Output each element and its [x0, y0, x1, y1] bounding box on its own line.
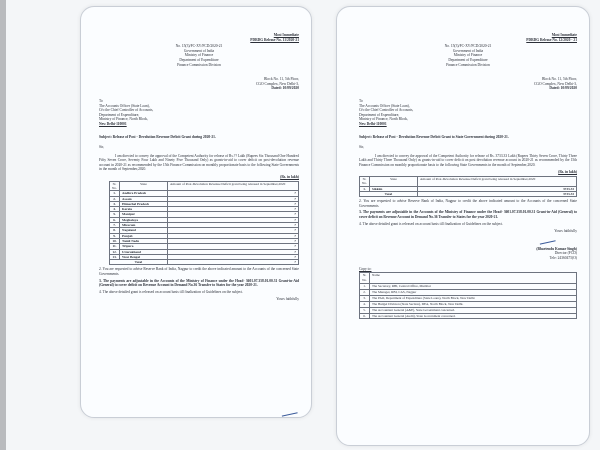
table-total-row [110, 260, 299, 265]
cell: ? [168, 233, 299, 238]
cell: The Accountant General (A&E), State Government concerned. [370, 307, 577, 313]
cell: Himachal Pradesh [120, 201, 168, 206]
cell: 2. [360, 289, 370, 295]
recipient-line: O/o the Chief Controller of Accounts, [99, 108, 154, 113]
cell: 4. [360, 301, 370, 307]
recipient-line: Department of Expenditure, [99, 112, 140, 117]
date-line: Dated: 10/09/2020 [271, 86, 299, 91]
release-number: PDRDG Release No. 11/2020-21 [250, 37, 299, 42]
release-letter-12 [336, 6, 590, 446]
column-header: State [120, 181, 168, 191]
recipient-line: The Accounts Officer (State Loan), [99, 103, 150, 108]
table-header [360, 177, 577, 187]
cell: ? [168, 254, 299, 259]
cell: The PAO, Department of Expenditure (State Loans), North Block, New Delhi [370, 295, 577, 301]
file-number: No. 15(3)/FC-XV/FCD/2020-21 [444, 44, 492, 49]
issuer-line: Department of Expenditure [448, 57, 488, 62]
paragraph-3: 3. The payments are adjustable in the Accounts of the Ministry of Finance under the Head- 3601.07.358.01.00.31 Grant-in-Aid (General) to cover deficit on Revenue Account in Demand No.36 Transfer to States for the year 2020-21. [359, 210, 577, 220]
column-header: Sl. No. [360, 273, 370, 284]
cell: Kerala [120, 207, 168, 212]
cell: ? [168, 212, 299, 217]
paragraph-4: 4. The above detailed grant is released on account basis till finalization of Guidelines on the subject. [359, 221, 504, 226]
issuer-block [99, 44, 299, 67]
column-header: Amount of Post-Devolution Revenue Deficit grant being released in September,2020 [168, 181, 299, 191]
column-header: State [370, 177, 418, 187]
cell: 13. [110, 254, 120, 259]
issuer-line: Ministry of Finance [184, 53, 214, 58]
cell: ? [168, 196, 299, 201]
copy-to-label: Copy to: [359, 266, 372, 271]
closing: Yours faithfully [276, 297, 299, 302]
cell: ? [168, 207, 299, 212]
cell: 1. [360, 186, 370, 191]
cell: 5. [110, 212, 120, 217]
recipient-line: The Accounts Officer (State Loan), [359, 103, 410, 108]
issuer-line: Ministry of Finance [453, 53, 483, 58]
cell: ? [168, 191, 299, 196]
grant-table [109, 181, 299, 266]
cell: Nagaland [120, 228, 168, 233]
total-label: Total [110, 260, 168, 265]
cell: Manipur [120, 212, 168, 217]
cell: 6. [360, 313, 370, 319]
cell: 12. [110, 249, 120, 254]
signatory-name: (Bhartendu Kumar Singh) [536, 246, 577, 251]
address-line: Block No. 11, 5th Floor, [542, 77, 577, 82]
cell: ? [168, 249, 299, 254]
cell: 5. [360, 307, 370, 313]
table-header [360, 273, 577, 284]
cell: Meghalaya [120, 217, 168, 222]
subject-line: Subject: Release of Post - Devolution Revenue Deficit Grant during 2020-21. [99, 134, 216, 139]
recipient-line: Ministry of Finance, North Block, [359, 117, 409, 122]
address-line: Block No. 11, 5th Floor, [264, 77, 299, 82]
issuer-line: Department of Expenditure [179, 57, 219, 62]
cell: West Bengal [120, 254, 168, 259]
subject-line: Subject: Release of Post - Devolution Revenue Deficit Grant to State Government during 2020-21. [359, 134, 509, 139]
cell: 9. [110, 233, 120, 238]
signature-icon [280, 405, 297, 416]
total-value: 3733.33 [418, 191, 577, 196]
recipient-line: New Delhi-110001 [359, 121, 387, 126]
salutation: Sir, [359, 145, 364, 150]
table-header [110, 181, 299, 191]
column-header: Name [370, 273, 577, 284]
cell: 6. [110, 217, 120, 222]
issuer-line: Government of India [452, 48, 484, 53]
cell: 3. [360, 295, 370, 301]
office-address [359, 77, 577, 91]
table-total-row [360, 191, 577, 196]
cell: 2. [110, 196, 120, 201]
paragraph-2: 2. You are requested to advise Reserve Bank of India, Nagpur to credit the above indicated amount to the Accounts of the concerned State Governments. [99, 267, 299, 276]
date-line: Dated: 10/09/2020 [549, 86, 577, 91]
signatory-designation: Director (FCD) [554, 251, 577, 256]
issuer-line: Government of India [183, 48, 215, 53]
cell: 10. [110, 238, 120, 243]
cell: The Accountant General (Audit), State Government concerned. [370, 313, 577, 319]
paragraph-3: 3. The payments are adjustable in the Accounts of the Ministry of Finance under the Head- 3601.07.358.01.00.31 Grant-in-Aid (General) to cover deficit on Revenue Account in Demand No.36 Transfer to States for the year 2020-21. [99, 278, 299, 288]
file-number: No. 15(3)/FC-XV/FCD/2020-21 [175, 44, 223, 49]
cell: The Manager, RBI, CAS, Nagpur [370, 289, 577, 295]
body-paragraph: I am directed to convey the approval of the Competent Authority for release of Rs. 3733.33 Lakh (Rupees Thirty Seven Crore, Thirty Three Lakh and Thirty Three Thousand Only) as grants-in-aid to cover deficit on post devolution revenue account in 2020-21 as recommended by the 15th Finance Commission on monthly proportionate basis to the following State Governments in the month of September,2020. [359, 153, 577, 167]
signature-icon [538, 233, 555, 244]
cell: 1. [110, 191, 120, 196]
recipient-line: O/o the Chief Controller of Accounts, [359, 108, 414, 113]
cell: Tripura [120, 244, 168, 249]
cell: Andhra Pradesh [120, 191, 168, 196]
cell: ? [168, 217, 299, 222]
release-number: PDRDG Release No. 12/2020 - 21 [526, 37, 577, 42]
salutation: Sir, [99, 145, 104, 150]
to-label: To [359, 98, 363, 103]
release-letter-11 [80, 6, 312, 418]
copy-to-table [359, 272, 577, 319]
issuer-line: Finance Commission Division [446, 62, 490, 67]
recipient-line: New Delhi-110001 [99, 121, 127, 126]
priority-label: Most Immediate [551, 33, 577, 37]
cell: 8. [110, 228, 120, 233]
cell: ? [168, 201, 299, 206]
cell: 3733.33 [418, 186, 577, 191]
cell: Uttarakhand [120, 249, 168, 254]
cell: Tamil Nadu [120, 238, 168, 243]
cell: 7. [110, 223, 120, 228]
paragraph-2: 2. You are requested to advise Reserve Bank of India, Nagpur to credit the above indicated amount to the Accounts of the concerned State Governments. [359, 199, 577, 208]
address-line: CGO Complex, New Delhi-3, [255, 81, 299, 86]
recipient-line: Ministry of Finance, North Block, [99, 117, 149, 122]
total-value: ? [168, 260, 299, 265]
cell: The Budget Division (State Section), DEA, North Block, New Delhi. [370, 301, 577, 307]
cell: The Secretary, RBI, Central Office, Mumbai [370, 284, 577, 290]
closing: Yours faithfully [554, 229, 577, 234]
recipient-block [359, 99, 577, 127]
column-header: Amount of Post-Devolution Revenue Deficit grant being released in September,2020 [418, 177, 577, 187]
cell: 11. [110, 244, 120, 249]
cell: ? [168, 228, 299, 233]
issuer-line: Finance Commission Division [177, 62, 221, 67]
column-header: Sl. No. [110, 181, 120, 191]
unit-label: (Rs. in lakh) [558, 170, 577, 175]
total-label: Total [360, 191, 418, 196]
cell: ? [168, 238, 299, 243]
signatory-tele: Tele: 24360475(O) [549, 256, 577, 260]
window-edge [0, 0, 6, 450]
cell: Sikkim [370, 186, 418, 191]
address-line: CGO Complex, New Delhi-3, [533, 81, 577, 86]
office-address [99, 77, 299, 91]
grant-table [359, 176, 577, 197]
paragraph-4: 4. The above detailed grant is released on account basis till finalization of Guidelines on the subject. [99, 289, 244, 294]
body-paragraph: I am directed to convey the approval of the Competent Authority for release of Rs.?? Lakh (Rupees Six Thousand One Hundred Fifty Seven Crore, Seventy Four Lakh and Ninety Five Thousand Only) as grants-in-aid to cover deficit on post-devolution revenue account in 2020-21 as recommended by the 15th Finance Commission on monthly proportionate basis to the following State Governments in the month of September,2020. [99, 153, 299, 172]
cell: 3. [110, 201, 120, 206]
cell: Mizoram [120, 223, 168, 228]
issuer-block [359, 44, 577, 67]
column-header: Sl. No. [360, 177, 370, 187]
cell: ? [168, 244, 299, 249]
recipient-block [99, 99, 299, 127]
signature-area [359, 234, 577, 244]
cell: ? [168, 223, 299, 228]
recipient-line: Department of Expenditure, [359, 112, 400, 117]
priority-label: Most Immediate [273, 33, 299, 37]
to-label: To [99, 98, 103, 103]
unit-label: (Rs. in lakh) [280, 175, 299, 180]
cell: 1. [360, 284, 370, 290]
cell: 4. [110, 207, 120, 212]
cell: Assam [120, 196, 168, 201]
cell: Punjab [120, 233, 168, 238]
table-row [360, 313, 577, 319]
